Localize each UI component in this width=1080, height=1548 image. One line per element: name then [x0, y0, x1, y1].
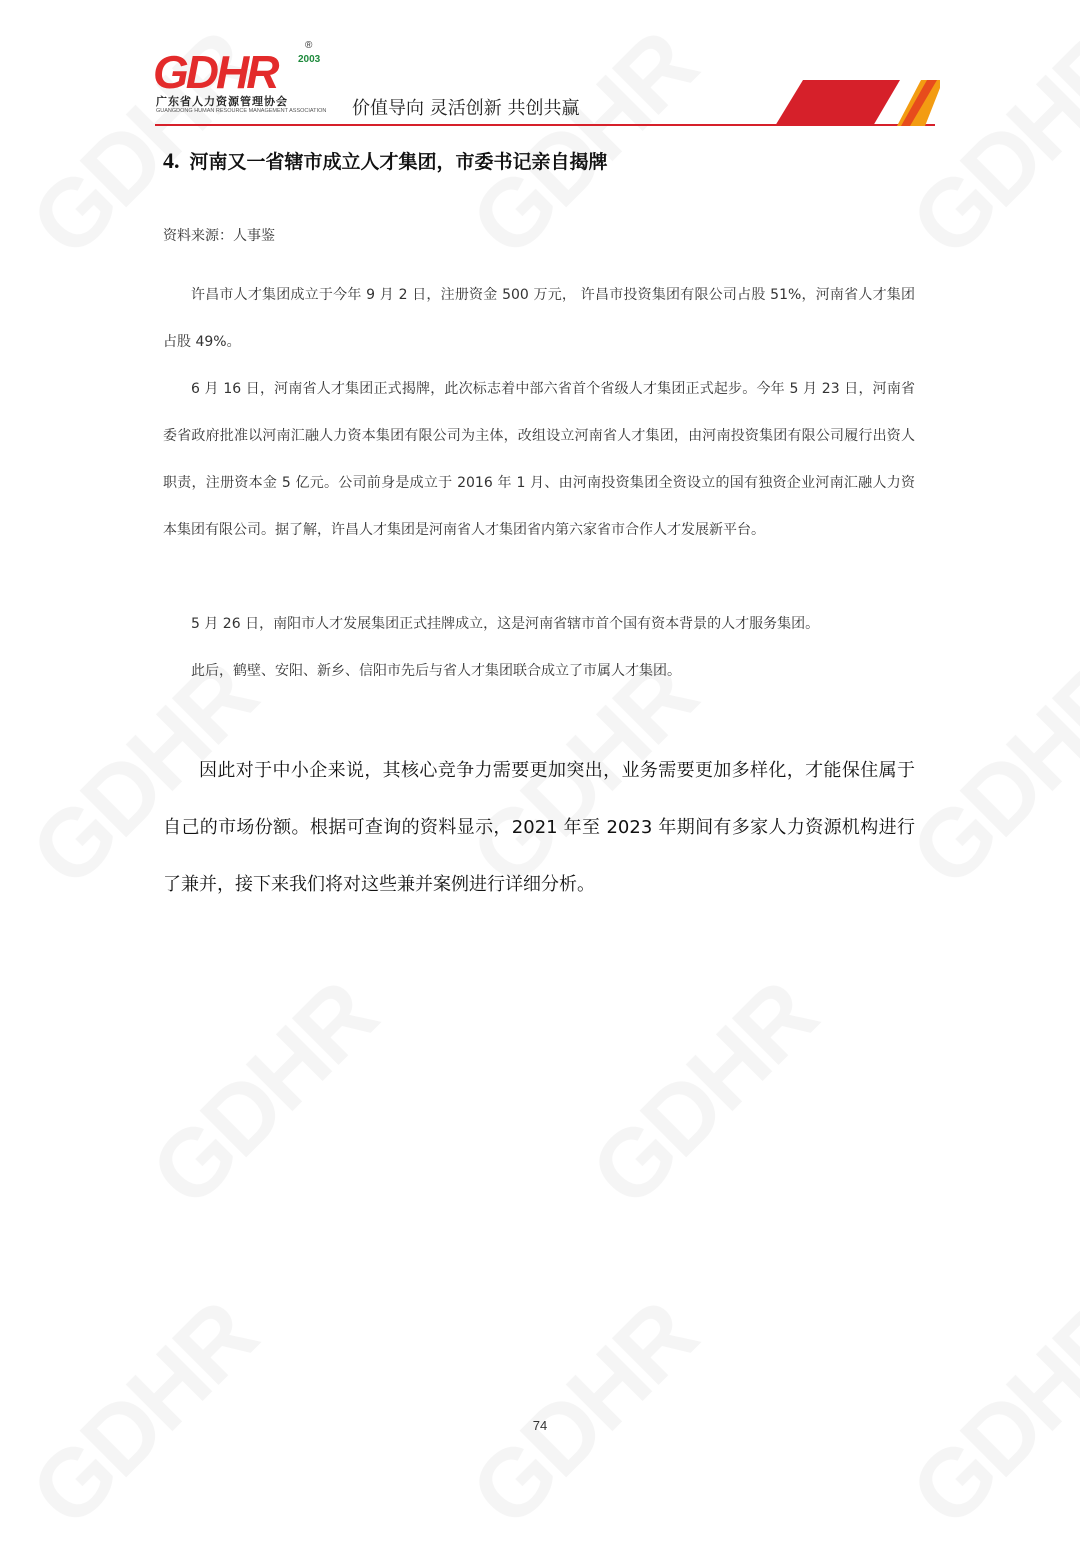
decorative-stripes — [775, 80, 940, 128]
watermark — [450, 1282, 716, 1548]
body-paragraph: 此后，鹤壁、安阳、新乡、信阳市先后与省人才集团联合成立了市属人才集团。 — [191, 663, 681, 679]
page-header — [0, 0, 1080, 130]
body-paragraph: 5 月 26 日，南阳市人才发展集团正式挂牌成立，这是河南省辖市首个国有资本背景的人才服务集团。 — [191, 616, 820, 632]
watermark — [570, 962, 836, 1228]
section-number: 4. — [163, 148, 180, 173]
page-number: 74 — [532, 1418, 548, 1433]
body-paragraph: 6 月 16 日，河南省人才集团正式揭牌，此次标志着中部六省首个省级人才集团正式起步。今年 5 月 23 日，河南省委省政府批准以河南汇融人力资本集团有限公司为主体，改组设立河南省人才集团，由河南投资集团有限公司履行出资人职责，注册资本金 5 亿元。公司前身是成立于 2016 年 1 月、由河南投资集团全资设立的国有独资企业河南汇融人力资本集团有限公司。据了解，许昌人才集团是河南省人才集团省内第六家省市合作人才发展新平台。 — [163, 381, 915, 538]
section-title: 河南又一省辖市成立人才集团，市委书记亲自揭牌 — [189, 151, 608, 173]
red-stripe — [775, 80, 900, 126]
watermark — [890, 642, 1080, 908]
source-line: 资料来源：人事鉴 — [163, 228, 275, 244]
organization-name-cn: 广东省人力资源管理协会 — [156, 95, 288, 108]
watermark — [130, 962, 396, 1228]
body-paragraph: 许昌市人才集团成立于今年 9 月 2 日，注册资金 500 万元， 许昌市投资集团有限公司占股 51%，河南省人才集团占股 49%。 — [163, 287, 915, 350]
section-heading — [163, 147, 608, 174]
watermark — [10, 1282, 276, 1548]
logo-year: 2003 — [298, 54, 321, 65]
slogan: 价值导向 灵活创新 共创共赢 — [352, 98, 580, 119]
registered-mark: ® — [305, 40, 313, 51]
organization-name-en: GUANGDONG HUMAN RESOURCE MANAGEMENT ASSOCIATION — [156, 108, 327, 114]
conclusion-paragraph: 因此对于中小企来说，其核心竞争力需要更加突出，业务需要更加多样化，才能保住属于自己的市场份额。根据可查询的资料显示，2021 年至 2023 年期间有多家人力资源机构进行了兼并，接下来我们将对这些兼并案例进行详细分析。 — [163, 760, 915, 895]
logo: GDHR — [153, 46, 277, 98]
watermark — [890, 1282, 1080, 1548]
